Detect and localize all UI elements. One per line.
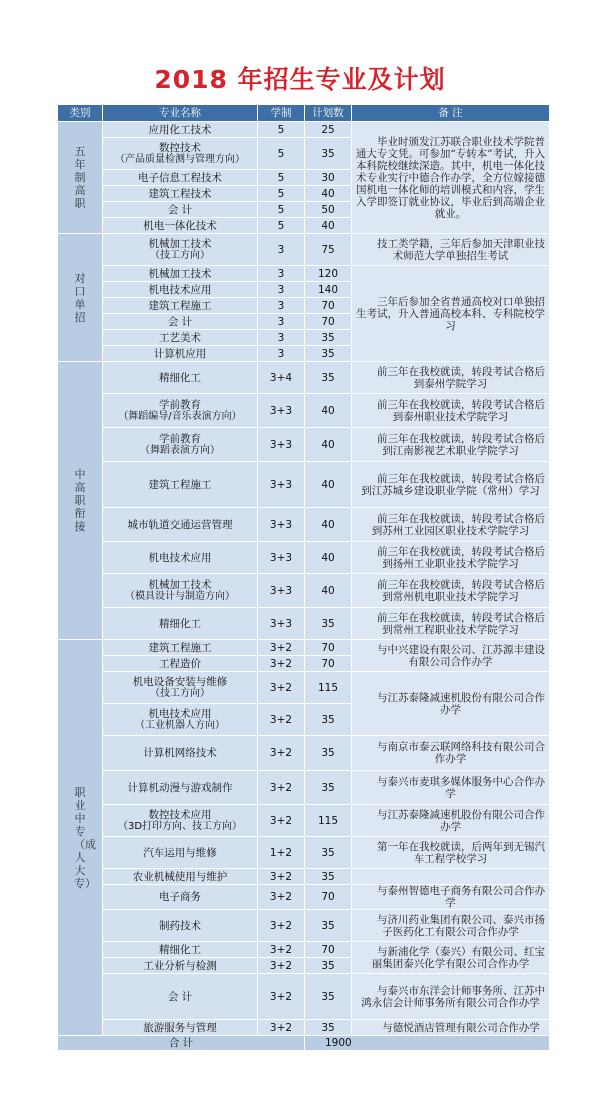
remark-cell: 前三年在我校就读，转段考试合格后到扬州工业职业技术学院学习	[352, 542, 550, 574]
header-quota: 计划数	[305, 105, 352, 122]
remark-cell: 与泰州智德电子商务有限公司合作办学	[352, 885, 550, 910]
remark-cell	[352, 869, 550, 885]
major-cell: 数控技术 （产品质量检测与管理方向）	[103, 138, 258, 170]
quota-cell: 120	[305, 266, 352, 282]
quota-cell: 70	[305, 640, 352, 656]
major-cell: 机械加工技术 （模具设计与制造方向）	[103, 574, 258, 608]
duration-cell: 3	[258, 298, 305, 314]
remark-cell: 前三年在我校就读，转段考试合格后到泰州学院学习	[352, 362, 550, 394]
duration-cell: 3+2	[258, 672, 305, 704]
quota-cell: 115	[305, 672, 352, 704]
quota-cell: 35	[305, 1020, 352, 1036]
header-duration: 学制	[258, 105, 305, 122]
total-value: 1900	[305, 1036, 550, 1051]
major-cell: 机电设备安装与维修 （技工方向）	[103, 672, 258, 704]
duration-cell: 5	[258, 138, 305, 170]
quota-cell: 35	[305, 974, 352, 1020]
quota-cell: 40	[305, 218, 352, 234]
remark-cell: 与中兴建设有限公司、江苏源丰建设有限公司合作办学	[352, 640, 550, 672]
table-row	[58, 542, 550, 574]
major-cell: 计算机网络技术	[103, 736, 258, 771]
category-cell: 对口单招	[58, 234, 103, 362]
duration-cell: 3+2	[258, 771, 305, 805]
quota-cell: 40	[305, 186, 352, 202]
table-row	[58, 910, 550, 942]
quota-cell: 75	[305, 234, 352, 266]
duration-cell: 3+2	[258, 885, 305, 910]
total-row	[58, 1036, 550, 1051]
duration-cell: 3	[258, 266, 305, 282]
duration-cell: 3+2	[258, 640, 305, 656]
duration-cell: 3	[258, 346, 305, 362]
major-cell: 建筑工程施工	[103, 462, 258, 508]
major-cell: 旅游服务与管理	[103, 1020, 258, 1036]
remark-cell: 与新浦化学（泰兴）有限公司、红宝丽集团泰兴化学有限公司合作办学	[352, 942, 550, 974]
quota-cell: 70	[305, 942, 352, 958]
duration-cell: 3+4	[258, 362, 305, 394]
enrollment-plan-table	[57, 104, 550, 1051]
category-cell: 五年制高职	[58, 122, 103, 234]
quota-cell: 35	[305, 837, 352, 869]
duration-cell: 5	[258, 186, 305, 202]
duration-cell: 3+3	[258, 608, 305, 640]
duration-cell: 3+3	[258, 394, 305, 428]
table-row	[58, 1020, 550, 1036]
category-cell: 中高职衔接	[58, 362, 103, 640]
remark-cell: 前三年在我校就读，转段考试合格后到泰州职业技术学院学习	[352, 394, 550, 428]
quota-cell: 70	[305, 885, 352, 910]
category-cell: 职业中专（成人大专）	[58, 640, 103, 1036]
major-cell: 精细化工	[103, 942, 258, 958]
table-row	[58, 837, 550, 869]
table-row	[58, 122, 550, 138]
remark-cell: 与南京市泰云联网络科技有限公司合作办学	[352, 736, 550, 771]
table-row	[58, 608, 550, 640]
quota-cell: 25	[305, 122, 352, 138]
quota-cell: 40	[305, 462, 352, 508]
major-cell: 会 计	[103, 314, 258, 330]
major-cell: 建筑工程施工	[103, 298, 258, 314]
table-row	[58, 462, 550, 508]
major-cell: 工业分析与检测	[103, 958, 258, 974]
major-cell: 电子商务	[103, 885, 258, 910]
quota-cell: 40	[305, 394, 352, 428]
major-cell: 数控技术应用 （3D打印方向、技工方向）	[103, 805, 258, 837]
header-remarks: 备 注	[352, 105, 550, 122]
table-row	[58, 736, 550, 771]
quota-cell: 35	[305, 330, 352, 346]
major-cell: 学前教育 （舞蹈表演方向）	[103, 428, 258, 462]
major-cell: 机电技术应用	[103, 282, 258, 298]
quota-cell: 40	[305, 542, 352, 574]
remark-cell: 与泰兴市麦琪多媒体服务中心合作办学	[352, 771, 550, 805]
remark-cell: 技工类学籍，三年后参加天津职业技术师范大学单独招生考试	[352, 234, 550, 266]
table-row	[58, 234, 550, 266]
major-cell: 学前教育 （舞蹈编导/音乐表演方向）	[103, 394, 258, 428]
duration-cell: 3+2	[258, 704, 305, 736]
table-row	[58, 362, 550, 394]
quota-cell: 40	[305, 574, 352, 608]
quota-cell: 35	[305, 346, 352, 362]
quota-cell: 140	[305, 282, 352, 298]
table-row	[58, 640, 550, 656]
quota-cell: 70	[305, 298, 352, 314]
quota-cell: 40	[305, 508, 352, 542]
major-cell: 制药技术	[103, 910, 258, 942]
duration-cell: 3+3	[258, 574, 305, 608]
remark-cell: 前三年在我校就读，转段考试合格后到常州机电职业技术学院学习	[352, 574, 550, 608]
duration-cell: 3+2	[258, 942, 305, 958]
duration-cell: 3+2	[258, 1020, 305, 1036]
major-cell: 电子信息工程技术	[103, 170, 258, 186]
duration-cell: 5	[258, 218, 305, 234]
remark-cell: 与江苏泰隆减速机股份有限公司合作办学	[352, 805, 550, 837]
quota-cell: 35	[305, 704, 352, 736]
quota-cell: 35	[305, 608, 352, 640]
header-category: 类别	[58, 105, 103, 122]
duration-cell: 3	[258, 234, 305, 266]
major-cell: 计算机应用	[103, 346, 258, 362]
duration-cell: 3	[258, 330, 305, 346]
table-row	[58, 394, 550, 428]
table-row	[58, 266, 550, 282]
table-row	[58, 428, 550, 462]
remark-cell: 与泰兴市东洋会计师事务所、江苏中鸿永信会计师事务所有限公司合作办学	[352, 974, 550, 1020]
quota-cell: 35	[305, 958, 352, 974]
major-cell: 会 计	[103, 202, 258, 218]
table-row	[58, 672, 550, 704]
duration-cell: 5	[258, 170, 305, 186]
quota-cell: 70	[305, 656, 352, 672]
quota-cell: 115	[305, 805, 352, 837]
major-cell: 机电技术应用 （工业机器人方向）	[103, 704, 258, 736]
major-cell: 建筑工程施工	[103, 640, 258, 656]
table-row	[58, 974, 550, 1020]
major-cell: 机电技术应用	[103, 542, 258, 574]
duration-cell: 5	[258, 122, 305, 138]
table-row	[58, 771, 550, 805]
major-cell: 工程造价	[103, 656, 258, 672]
duration-cell: 3+2	[258, 869, 305, 885]
table-row	[58, 869, 550, 885]
duration-cell: 5	[258, 202, 305, 218]
remark-cell: 第一年在我校就读，后两年到无锡汽车工程学校学习	[352, 837, 550, 869]
duration-cell: 3+3	[258, 428, 305, 462]
duration-cell: 3+2	[258, 736, 305, 771]
table-row	[58, 508, 550, 542]
quota-cell: 35	[305, 138, 352, 170]
quota-cell: 30	[305, 170, 352, 186]
duration-cell: 3	[258, 282, 305, 298]
duration-cell: 3+2	[258, 805, 305, 837]
quota-cell: 35	[305, 869, 352, 885]
table-header-row	[58, 105, 550, 122]
remark-cell: 与江苏泰隆减速机股份有限公司合作办学	[352, 672, 550, 736]
remark-cell: 前三年在我校就读，转段考试合格后到苏州工业园区职业技术学院学习	[352, 508, 550, 542]
table-row	[58, 885, 550, 910]
major-cell: 汽车运用与维修	[103, 837, 258, 869]
duration-cell: 3+2	[258, 656, 305, 672]
major-cell: 农业机械使用与维护	[103, 869, 258, 885]
remark-cell: 与济川药业集团有限公司、泰兴市扬子医药化工有限公司合作办学	[352, 910, 550, 942]
remark-cell: 与德悦酒店管理有限公司合作办学	[352, 1020, 550, 1036]
duration-cell: 3	[258, 314, 305, 330]
remark-cell: 三年后参加全省普通高校对口单独招生考试，升入普通高校本科、专科院校学习	[352, 266, 550, 362]
remark-cell: 前三年在我校就读，转段考试合格后到江苏城乡建设职业学院（常州）学习	[352, 462, 550, 508]
duration-cell: 3+2	[258, 958, 305, 974]
remark-cell: 前三年在我校就读，转段考试合格后到常州工程职业技术学院学习	[352, 608, 550, 640]
quota-cell: 35	[305, 910, 352, 942]
duration-cell: 3+3	[258, 542, 305, 574]
quota-cell: 70	[305, 314, 352, 330]
duration-cell: 3+3	[258, 508, 305, 542]
table-row	[58, 805, 550, 837]
table-row	[58, 574, 550, 608]
quota-cell: 40	[305, 428, 352, 462]
major-cell: 精细化工	[103, 362, 258, 394]
major-cell: 计算机动漫与游戏制作	[103, 771, 258, 805]
quota-cell: 50	[305, 202, 352, 218]
total-label: 合 计	[58, 1036, 305, 1051]
quota-cell: 35	[305, 771, 352, 805]
major-cell: 精细化工	[103, 608, 258, 640]
major-cell: 建筑工程技术	[103, 186, 258, 202]
duration-cell: 3+3	[258, 462, 305, 508]
duration-cell: 1+2	[258, 837, 305, 869]
quota-cell: 35	[305, 362, 352, 394]
major-cell: 机电一体化技术	[103, 218, 258, 234]
table-row	[58, 942, 550, 958]
header-major: 专业名称	[103, 105, 258, 122]
duration-cell: 3+2	[258, 974, 305, 1020]
major-cell: 会 计	[103, 974, 258, 1020]
major-cell: 机械加工技术 （技工方向）	[103, 234, 258, 266]
major-cell: 机械加工技术	[103, 266, 258, 282]
remark-cell: 前三年在我校就读，转段考试合格后到江南影视艺术职业学院学习	[352, 428, 550, 462]
quota-cell: 35	[305, 736, 352, 771]
duration-cell: 3+2	[258, 910, 305, 942]
major-cell: 工艺美术	[103, 330, 258, 346]
major-cell: 应用化工技术	[103, 122, 258, 138]
major-cell: 城市轨道交通运营管理	[103, 508, 258, 542]
remark-cell: 毕业时颁发江苏联合职业技术学院普通大专文凭。可参加“专转本”考试，升入本科院校继续深造。其中，机电一体化技术专业实行中德合作办学，全方位嫁接德国机电一体化师的培训模式和内容，学生入学即签订就业协议，毕业后到高端企业就业。	[352, 122, 550, 234]
page-title: 2018 年招生专业及计划	[154, 65, 446, 94]
